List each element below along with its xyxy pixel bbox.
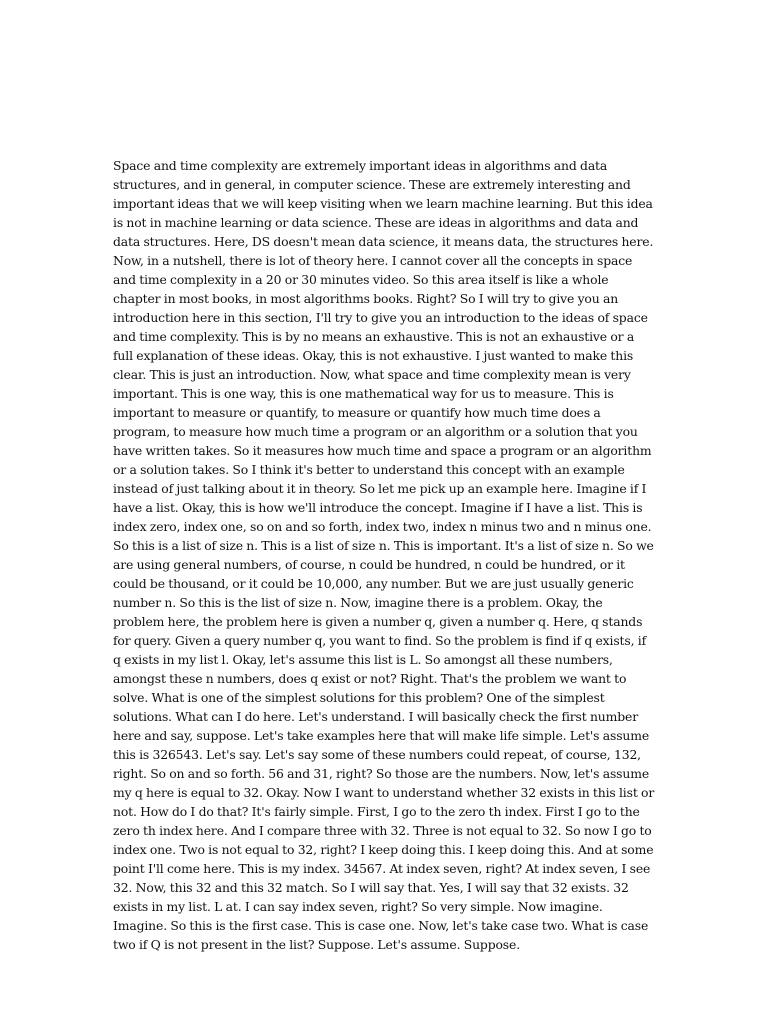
body-paragraph: Space and time complexity are extremely important ideas in algorithms and data structures, and in general, in computer science. These are extremely interesting and important ideas that we will keep visiting when we learn machine learning. But this idea is not in machine learning or data science. These are ideas in algorithms and data and data structures. Here, DS doesn't mean data science, it means data, the structures here. Now, in a nutshell, there is lot of theory here. I cannot cover all the concepts in space and time complexity in a 20 or 30 minutes video. So this area itself is like a whole chapter in most books, in most algorithms books. Right? So I will try to give you an introduction here in this section, I'll try to give you an introduction to the ideas of space and time complexity. This is by no means an exhaustive. This is not an exhaustive or a full explanation of these ideas. Okay, this is not exhaustive. I just wanted to make this clear. This is just an introduction. Now, what space and time complexity mean is very important. This is one way, this is one mathematical way for us to measure. This is important to measure or quantify, to measure or quantify how much time does a program, to measure how much time a program or an algorithm or a solution that you have written takes. So it measures how much time and space a program or an algorithm or a solution takes. So I think it's better to understand this concept with an example instead of just talking about it in theory. So let me pick up an example here. Imagine if I have a list. Okay, this is how we'll introduce the concept. Imagine if I have a list. This is index zero, index one, so on and so forth, index two, index n minus two and n minus one. So this is a list of size n. This is a list of size n. This is important. It's a list of size n. So we are using general numbers, of course, n could be hundred, n could be hundred, or it could be thousand, or it could be 10,000, any number. But we are just usually generic number n. So this is the list of size n. Now, imagine there is a problem. Okay, the problem here, the problem here is given a number q, given a number q. Here, q stands for query. Given a query number q, you want to find. So the problem is find if q exists, if q exists in my list l. Okay, let's assume this list is L. So amongst all these numbers, amongst these n numbers, does q exist or not? Right. That's the problem we want to solve. What is one of the simplest solutions for this problem? One of the simplest solutions. What can I do here. Let's understand. I will basically check the first number here and say, suppose. Let's take examples here that will make life simple. Let's assume this is 326543. Let's say. Let's say some of these numbers could repeat, of course, 132, right. So on and so forth. 56 and 31, right? So those are the numbers. Now, let's assume my q here is equal to 32. Okay. Now I want to understand whether 32 exists in this list or not. How do I do that? It's fairly simple. First, I go to the zero th index. First I go to the zero th index here. And I compare three with 32. Three is not equal to 32. So now I go to index one. Two is not equal to 32, right? I keep doing this. I keep doing this. And at some point I'll come here. This is my index. 34567. At index seven, right? At index seven, I see 32. Now, this 32 and this 32 match. So I will say that. Yes, I will say that 32 exists. 32 exists in my list. L at. I can say index seven, right? So very simple. Now imagine. Imagine. So this is the first case. This is case one. Now, let's take case two. What is case two if Q is not present in the list? Suppose. Let's assume. Suppose. [113,158,655,952]
